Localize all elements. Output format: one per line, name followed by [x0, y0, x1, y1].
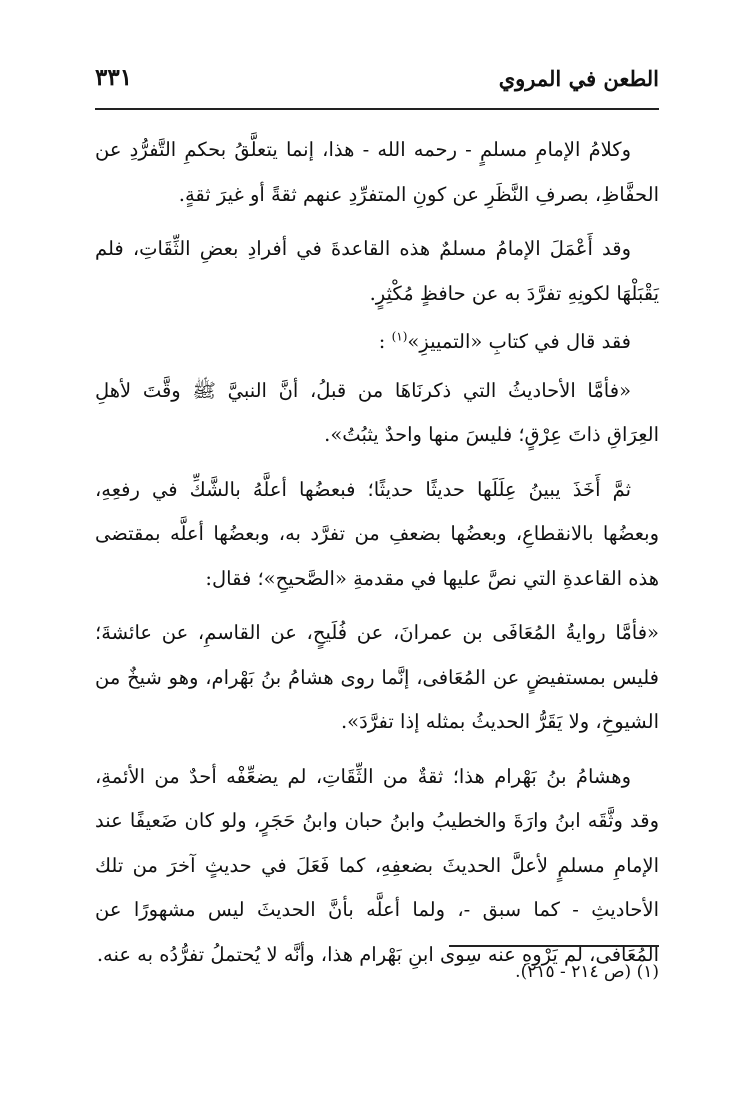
- main-text: [95, 128, 659, 987]
- quote-1: «فأمَّا الأحاديثُ التي ذكرنَاهَا من قبلُ، أنَّ النبيَّ ﷺ وقَّتَ لأهلِ العِرَاقِ ذاتَ عِرْقٍ؛ فليسَ منها واحدٌ يثبُتُ».: [95, 378, 659, 446]
- quote-2: «فأمَّا روايةُ المُعَافَى بن عمرانَ، عن فُلَيحٍ، عن القاسمِ، عن عائشةَ؛ فليس بمستفيضٍ عن المُعَافى، إنَّما روى هشامُ بنُ بَهْرام، وهو شيخٌ من الشيوخِ، ولا يَقَرُّ الحديثُ بمثله إذا تفرَّدَ».: [95, 621, 659, 733]
- paragraph-4: ثمَّ أَخَذَ يبينُ عِلَلَها حديثًا حديثًا؛ فبعضُها أعلَّهُ بالشَّكِّ في رفعِهِ، وبعضُها بالانقطاعِ، وبعضُها بضعفِ من تفرَّد به، وبعضُها أعلَّه بمقتضى هذه القاعدةِ التي نصَّ عليها في مقدمةِ «الصَّحيحِ»؛ فقال:: [95, 477, 659, 590]
- paragraph-3-text: فقد قال في كتابِ «التمييزِ»: [407, 330, 631, 353]
- paragraph-1: وكلامُ الإمامِ مسلمٍ - رحمه الله - هذا، إنما يتعلَّقُ بحكمِ التَّفرُّدِ عن الحفَّاظِ، بصرفِ النَّظَرِ عن كونِ المتفرِّدِ عنهم ثقةً أو غيرَ ثقةٍ.: [95, 138, 659, 206]
- paragraph-3-colon: :: [378, 330, 386, 353]
- page-number: ٣٣١: [95, 64, 133, 91]
- footnote-reference: (١): [391, 329, 408, 344]
- running-title: الطعن في المروي: [498, 66, 659, 91]
- footnote: (١) (ص ٢١٤ - ٢١٥).: [515, 962, 659, 982]
- paragraph-5: وهشامُ بنُ بَهْرام هذا؛ ثقةٌ من الثِّقَاتِ، لم يضعِّفْه أحدٌ من الأئمةِ، وقد وثَّقَه ابنُ وارَةَ والخطيبُ وابنُ حبان وابنُ حَجَرٍ، ولو كان ضَعيفًا عند الإمامِ مسلمٍ لأعلَّ الحديثَ بضعفِهِ، كما فَعَلَ في حديثٍ آخرَ من تلك الأحاديثِ - كما سبق -، ولما أعلَّه بأنَّ الحديثَ ليس مشهورًا عن المُعَافى، لم يَرْوِهِ عنه سِوى ابنِ بَهْرام هذا، وأنَّه لا يُحتملُ تفرُّدُه به عنه.: [95, 764, 659, 966]
- paragraph-2: وقد أَعْمَلَ الإمامُ مسلمٌ هذه القاعدةَ في أفرادِ بعضِ الثِّقَاتِ، فلم يَقْبَلْهَا لكونِهِ تفرَّدَ به عن حافظٍ مُكْثِرٍ.: [95, 237, 659, 305]
- header-divider: [95, 108, 659, 110]
- page-header: [95, 62, 659, 102]
- footnote-divider: [449, 945, 659, 947]
- paragraph-3: [95, 320, 659, 365]
